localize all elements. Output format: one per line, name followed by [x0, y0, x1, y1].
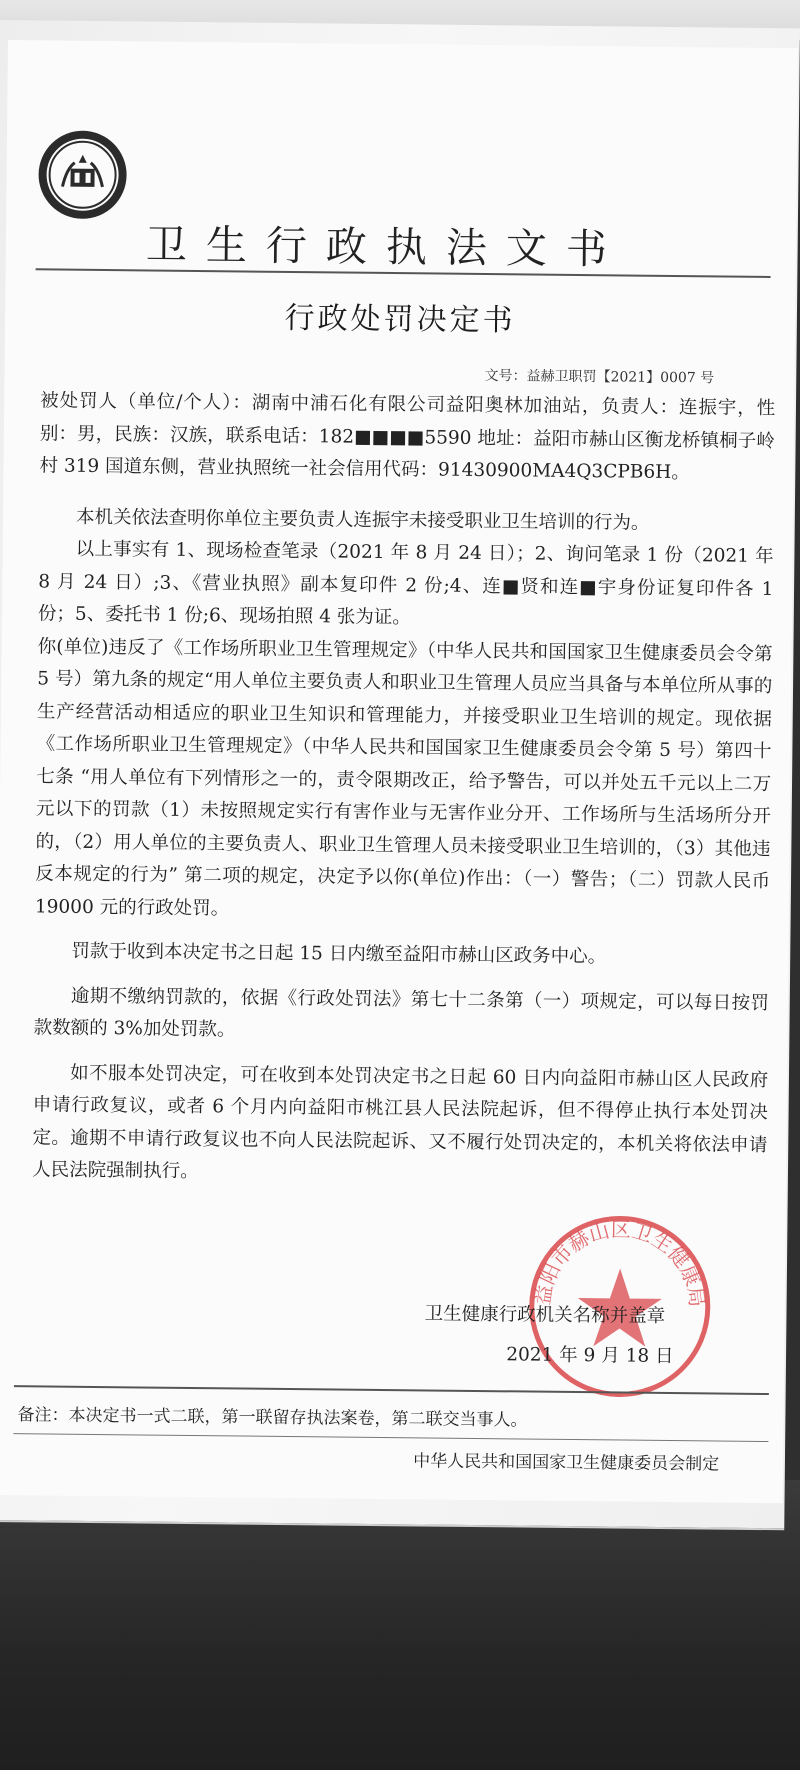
violation-paragraph: 你(单位)违反了《工作场所职业卫生管理规定》（中华人民共和国国家卫生健康委员会令第 5 号）第九条的规定“用人单位主要负责人和职业卫生管理人员应当具备与本单位所从事的生产经营活动相适应的职业卫生知识和管理能力，并接受职业卫生培训的规定。现依据《工作场所职业卫生管理规定》（中华人民共和国国家卫生健康委员会令第 5 号）第四十七条 “用人单位有下列情形之一的，责令限期改正，给予警告，可以并处五千元以上二万元以下的罚款（1）未按照规定实行有害作业与无害作业分开、工作场所与生活场所分开的，（2）用人单位的主要负责人、职业卫生管理人员未接受职业卫生培训的，（3）其他违反本规定的行为” 第二项的规定，决定予以你(单位)作出：（一）警告；（二）罚款人民币 19000 元的行政处罚。 — [34, 635, 773, 919]
respondent-paragraph: 被处罚人（单位/个人）：湖南中浦石化有限公司益阳奥林加油站，负责人：连振宇，性别：男，民族：汉族，联系电话：182■■■■5590 地址：益阳市赫山区衡龙桥镇桐子岭村 319 国道东侧，营业执照统一社会信用代码：91430900MA4Q3CPB6H。 — [39, 390, 776, 484]
remark-note: 备注：本决定书一式二联，第一联留存执法案卷，第二联交当事人。 — [17, 1405, 528, 1431]
payment-paragraph: 罚款于收到本决定书之日起 15 日内缴至益阳市赫山区政务中心。 — [71, 940, 607, 968]
health-inspection-emblem-icon — [36, 128, 129, 221]
authority-signature: 卫生健康行政机关名称并盖章 — [424, 1303, 666, 1327]
document-page — [0, 40, 798, 1503]
document-number: 文号：益赫卫职罚【2021】0007 号 — [484, 368, 715, 387]
evidence-paragraph: 以上事实有 1、现场检查笔录（2021 年 8 月 24 日）；2、询问笔录 1 份（2021 年 8 月 24 日）;3、《营业执照》副本复印件 2 份;4、连■贤和连■宇身份证复印件各 1 份；5、委托书 1 份;6、现场拍照 4 张为证。 — [37, 538, 774, 629]
late-payment-paragraph: 逾期不缴纳罚款的，依据《行政处罚法》第七十二条第（一）项规定，可以每日按罚款数额的 3%加处罚款。 — [33, 985, 770, 1041]
document-body — [32, 385, 775, 1194]
decision-date: 2021 年 9 月 18 日 — [506, 1344, 674, 1368]
seal-text: 益阳市赫山区卫生健康局 — [530, 1217, 710, 1309]
appeal-paragraph: 如不服本处罚决定，可在收到本处罚决定书之日起 60 日内向益阳市赫山区人民政府申请行政复议，或者 6 个月内向益阳市桃江县人民法院起诉，但不得停止执行本处罚决定。逾期不申请行政复议也不向人民法院起诉、又不履行处罚决定的，本机关将依法申请人民法院强制执行。 — [32, 1062, 769, 1183]
footer-divider-bottom — [13, 1433, 768, 1442]
findings-paragraph: 本机关依法查明你单位主要负责人连振宇未接受职业卫生培训的行为。 — [75, 506, 650, 534]
document-title: 行政处罚决定书 — [284, 300, 516, 339]
issuer-note: 中华人民共和国国家卫生健康委员会制定 — [413, 1451, 720, 1475]
header-title: 卫生行政执法文书 — [145, 220, 627, 274]
